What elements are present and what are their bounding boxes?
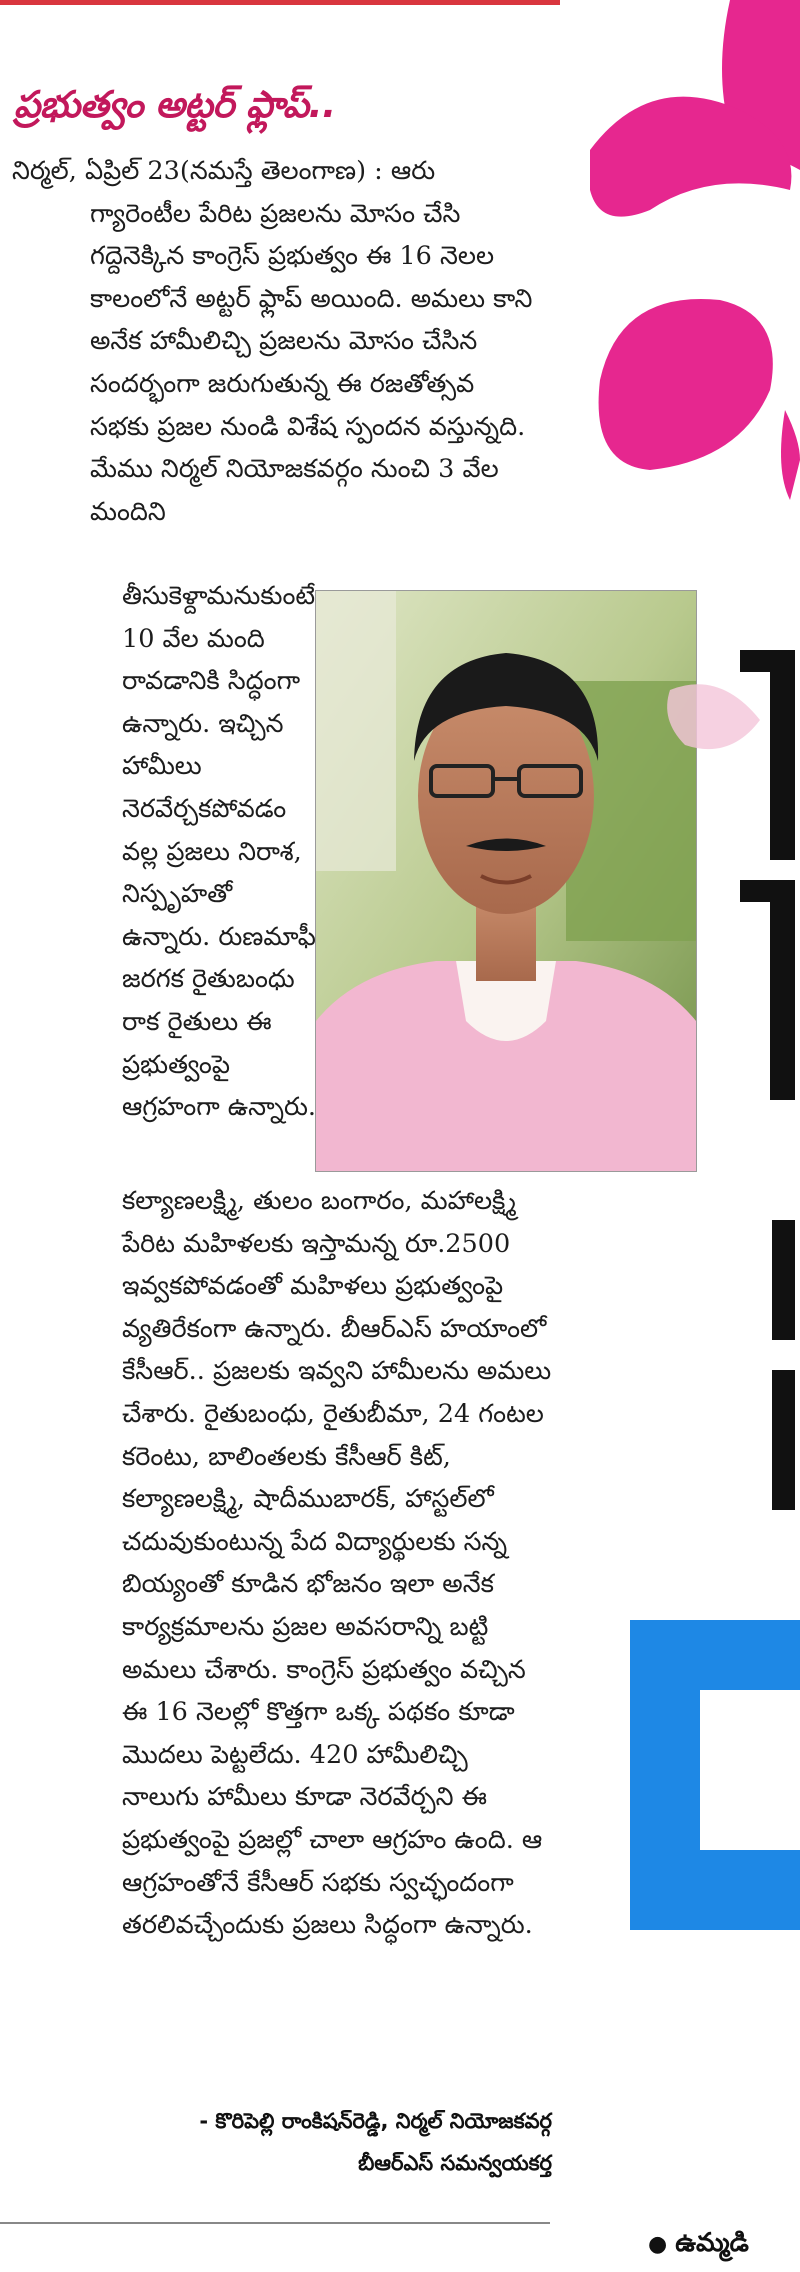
paragraph-1-body: గ్యారెంటీల పేరిట ప్రజలను మోసం చేసి గద్దెనెక్కిన కాంగ్రెస్ ప్రభుత్వం ఈ 16 నెలల కాలంలోనే అట్టర్ ఫ్లాప్ అయింది. అమలు కాని అనేక హామీలిచ్చి ప్రజలను మోసం చేసిన సందర్భంగా జరుగుతున్న ఈ రజతోత్సవ సభకు ప్రజల నుండి విశేష స్పందన వస్తున్నది. మేము నిర్మల్ నియోజకవర్గం నుంచి 3 వేల మందిని bbox=[90, 198, 533, 527]
article-paragraph-2: తీసుకెళ్దామనుకుంటే 10 వేల మంది రావడానికి సిద్ధంగా ఉన్నారు. ఇచ్చిన హామీలు నెరవేర్చకపోవడం వల్ల ప్రజలు నిరాశ, నిస్పృహతో ఉన్నారు. రుణమాఫీ జరగక రైతుబంధు రాక రైతులు ఈ ప్రభుత్వంపై ఆగ్రహంగా ఉన్నారు. bbox=[122, 581, 317, 1123]
article-headline: ప్రభుత్వం అట్టర్ ఫ్లాప్.. bbox=[14, 82, 336, 126]
side-advertisement-art bbox=[590, 0, 800, 2272]
footer-teaser-text: ఉమ్మడి bbox=[675, 2228, 749, 2258]
footer-teaser bbox=[648, 2228, 749, 2264]
article-paragraph-1 bbox=[12, 150, 540, 533]
byline bbox=[122, 2100, 552, 2184]
bottom-rule bbox=[0, 2222, 550, 2224]
byline-name: - కొరిపెల్లి రాంకిషన్‌రెడ్డి, నిర్మల్ నియోజకవర్గ bbox=[199, 2109, 552, 2133]
decorative-side-art-icon bbox=[590, 0, 800, 2272]
byline-title: బీఆర్ఎస్ సమన్వయకర్త bbox=[358, 2151, 552, 2175]
article-paragraph-3: కల్యాణలక్ష్మి, తులం బంగారం, మహాలక్ష్మి పేరిట మహిళలకు ఇస్తామన్న రూ.2500 ఇవ్వకపోవడంతో మహిళలు ప్రభుత్వంపై వ్యతిరేకంగా ఉన్నారు. బీఆర్ఎస్ హయాంలో కేసీఆర్.. ప్రజలకు ఇవ్వని హామీలను అమలు చేశారు. రైతుబంధు, రైతుబీమా, 24 గంటల కరెంటు, బాలింతలకు కేసీఆర్ కిట్, కల్యాణలక్ష్మి, షాదీముబారక్, హాస్టల్‌లో చదువుకుంటున్న పేద విద్యార్థులకు సన్న బియ్యంతో కూడిన భోజనం ఇలా అనేక కార్యక్రమాలను ప్రజల అవసరాన్ని బట్టి అమలు చేశారు. కాంగ్రెస్ ప్రభుత్వం వచ్చిన ఈ 16 నెలల్లో కొత్తగా ఒక్క పథకం కూడా మొదలు పెట్టలేదు. 420 హామీలిచ్చి నాలుగు హామీలు కూడా నెరవేర్చని ఈ ప్రభుత్వంపై ప్రజల్లో చాలా ఆగ్రహం ఉంది. ఆ ఆగ్రహంతోనే కేసీఆర్ సభకు స్వచ్ఛందంగా తరలివచ్చేందుకు ప్రజలు సిద్ధంగా ఉన్నారు. bbox=[122, 1186, 552, 1941]
bullet-dot-icon: ● bbox=[648, 2232, 668, 2257]
dateline-line: నిర్మల్, ఏప్రిల్ 23(నమస్తే తెలంగాణ) : ఆరు bbox=[12, 156, 436, 186]
top-red-rule bbox=[0, 0, 560, 5]
